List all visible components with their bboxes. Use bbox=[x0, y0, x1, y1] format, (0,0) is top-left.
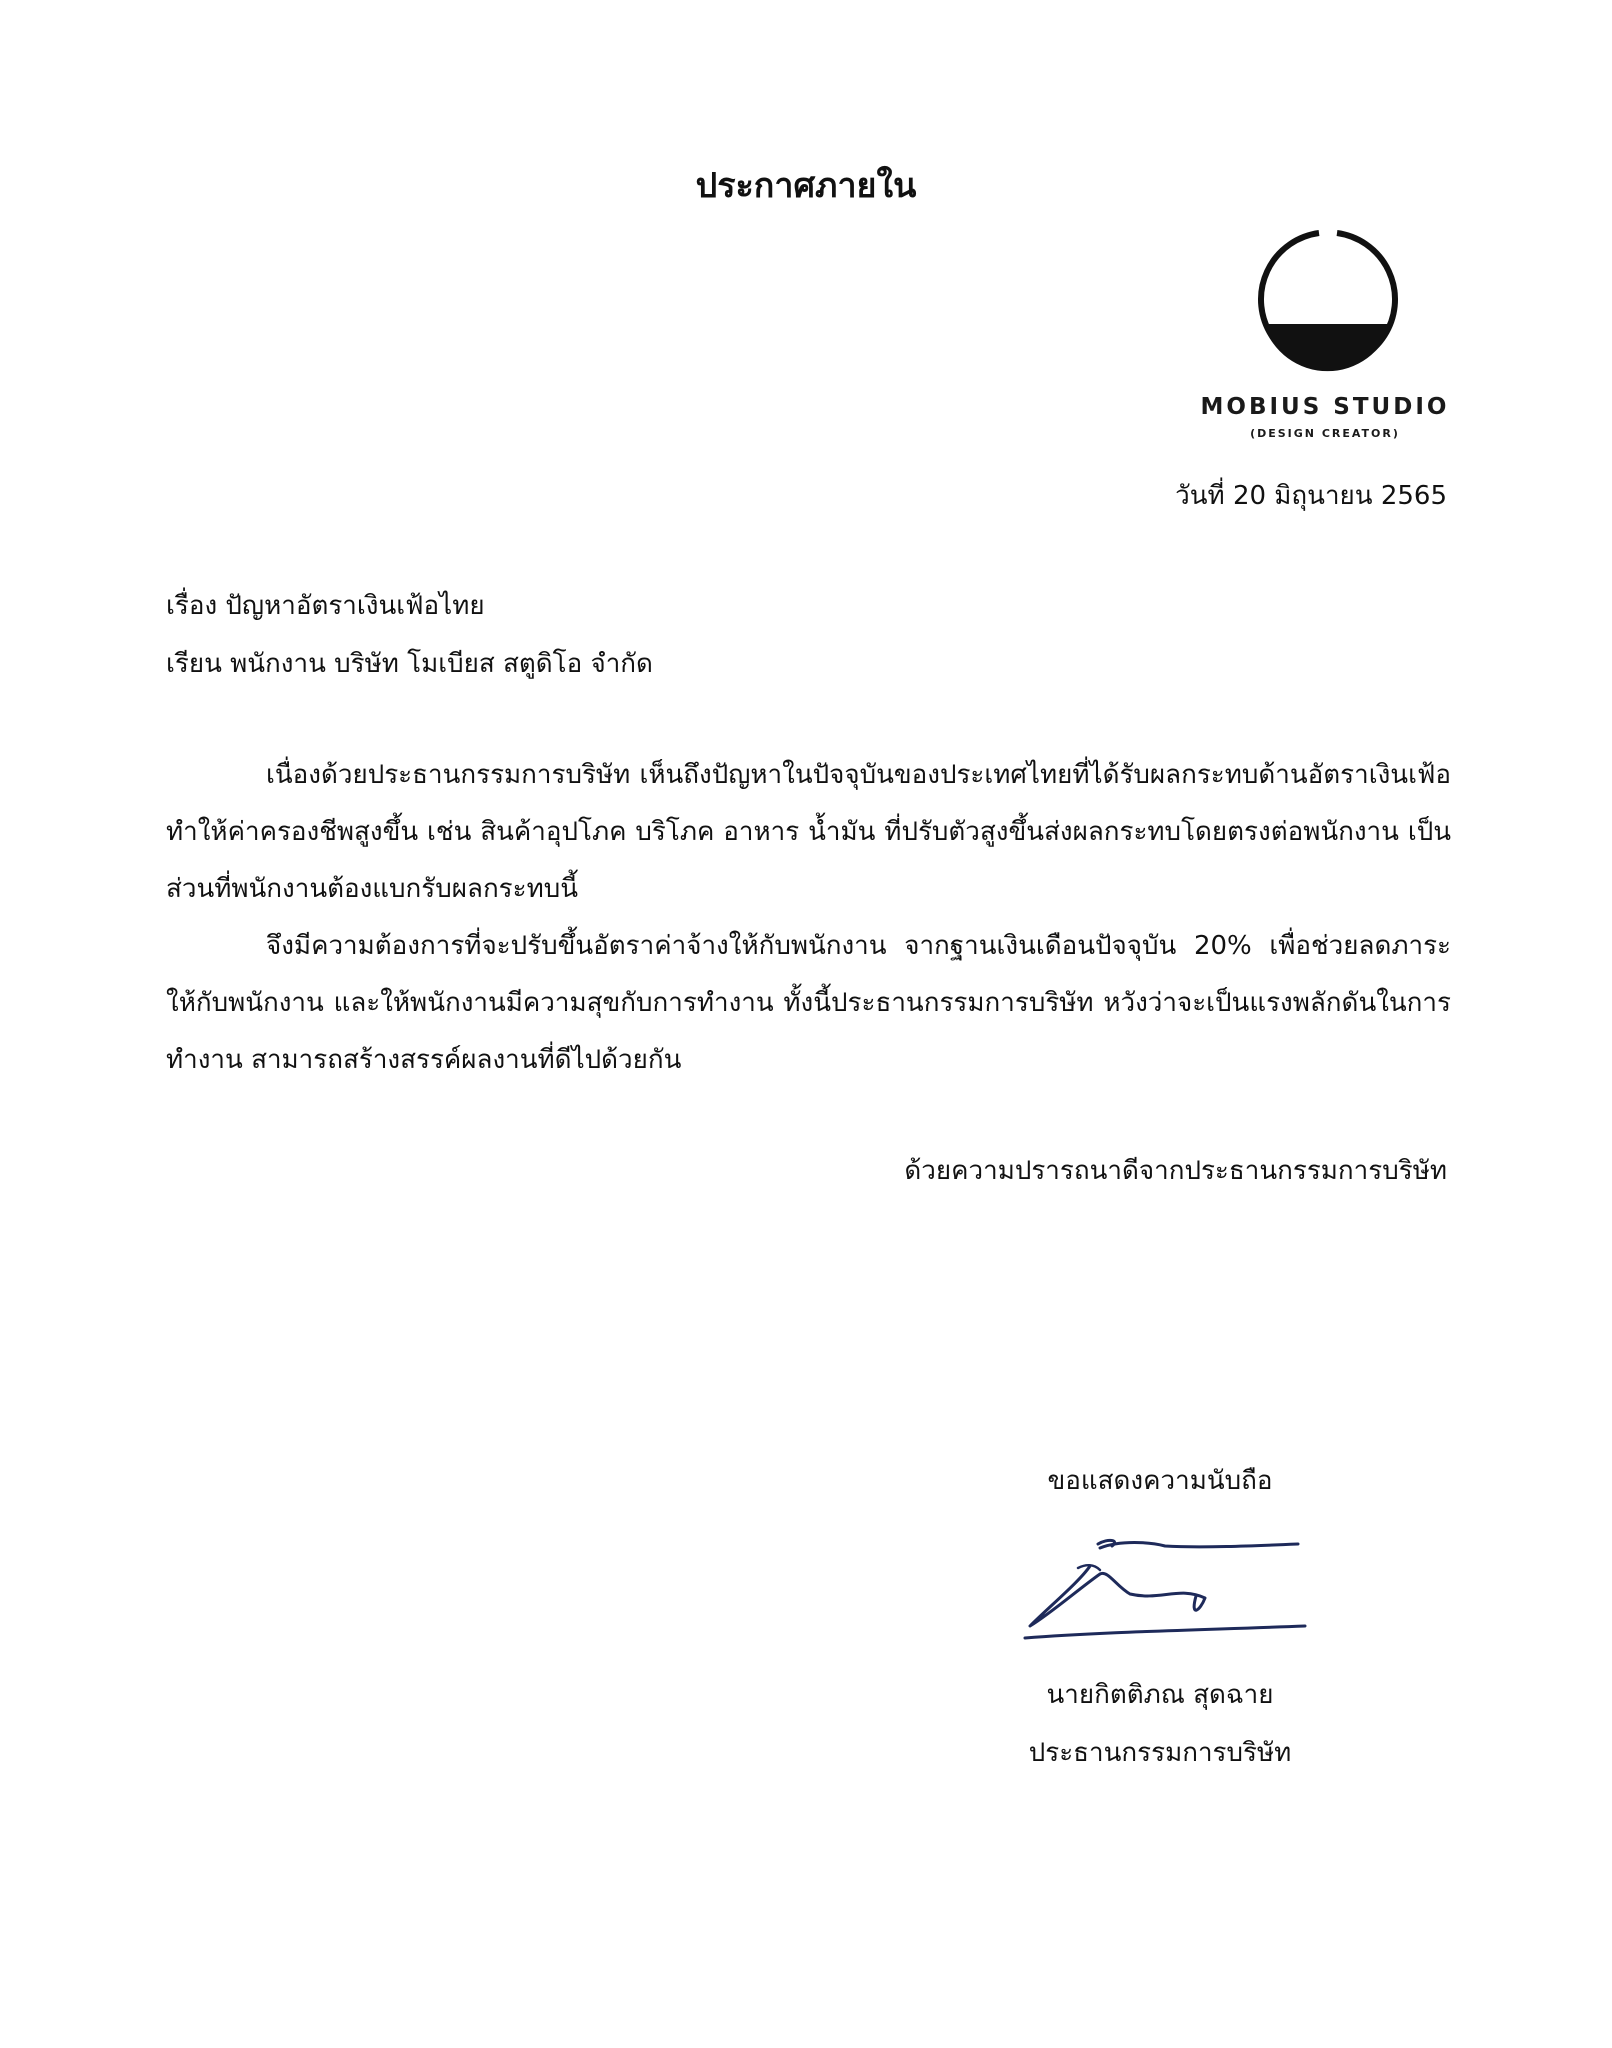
regards-text: ขอแสดงความนับถือ bbox=[1047, 1466, 1273, 1496]
company-logo bbox=[1195, 228, 1455, 458]
letter-body bbox=[166, 747, 1451, 1089]
logo-name: MOBIUS STUDIO bbox=[1200, 394, 1450, 420]
mobius-circle-icon bbox=[1255, 228, 1400, 373]
logo-tagline: (DESIGN CREATOR) bbox=[1250, 427, 1400, 440]
body-paragraph: เนื่องด้วยประธานกรรมการบริษัท เห็นถึงปัญหาในปัจจุบันของประเทศไทยที่ได้รับผลกระทบด้านอัตราเงินเฟ้อ ทำให้ค่าครองชีพสูงขึ้น เช่น สินค้าอุปโภค บริโภค อาหาร น้ำมัน ที่ปรับตัวสูงขึ้นส่งผลกระทบโดยตรงต่อพนักงาน เป็นส่วนที่พนักงานต้องแบกรับผลกระทบนี้ bbox=[166, 760, 1451, 904]
recipient-line: เรียน พนักงาน บริษัท โมเบียส สตูดิโอ จำกัด bbox=[166, 649, 653, 679]
document-date: วันที่ 20 มิถุนายน 2565 bbox=[1175, 481, 1447, 511]
closing-line: ด้วยความปรารถนาดีจากประธานกรรมการบริษัท bbox=[904, 1156, 1447, 1186]
signer-title: ประธานกรรมการบริษัท bbox=[1028, 1738, 1292, 1768]
handwritten-signature bbox=[1020, 1526, 1310, 1646]
document-title: ประกาศภายใน bbox=[695, 166, 917, 206]
subject-line: เรื่อง ปัญหาอัตราเงินเฟ้อไทย bbox=[166, 591, 485, 621]
body-paragraph: จึงมีความต้องการที่จะปรับขึ้นอัตราค่าจ้างให้กับพนักงาน จากฐานเงินเดือนปัจจุบัน 20% เพื่อช่วยลดภาระให้กับพนักงาน และให้พนักงานมีความสุขกับการทำงาน ทั้งนี้ประธานกรรมการบริษัท หวังว่าจะเป็นแรงพลักดันในการทำงาน สามารถสร้างสรรค์ผลงานที่ดีไปด้วยกัน bbox=[166, 931, 1451, 1075]
signer-name: นายกิตติภณ สุดฉาย bbox=[1046, 1680, 1274, 1710]
